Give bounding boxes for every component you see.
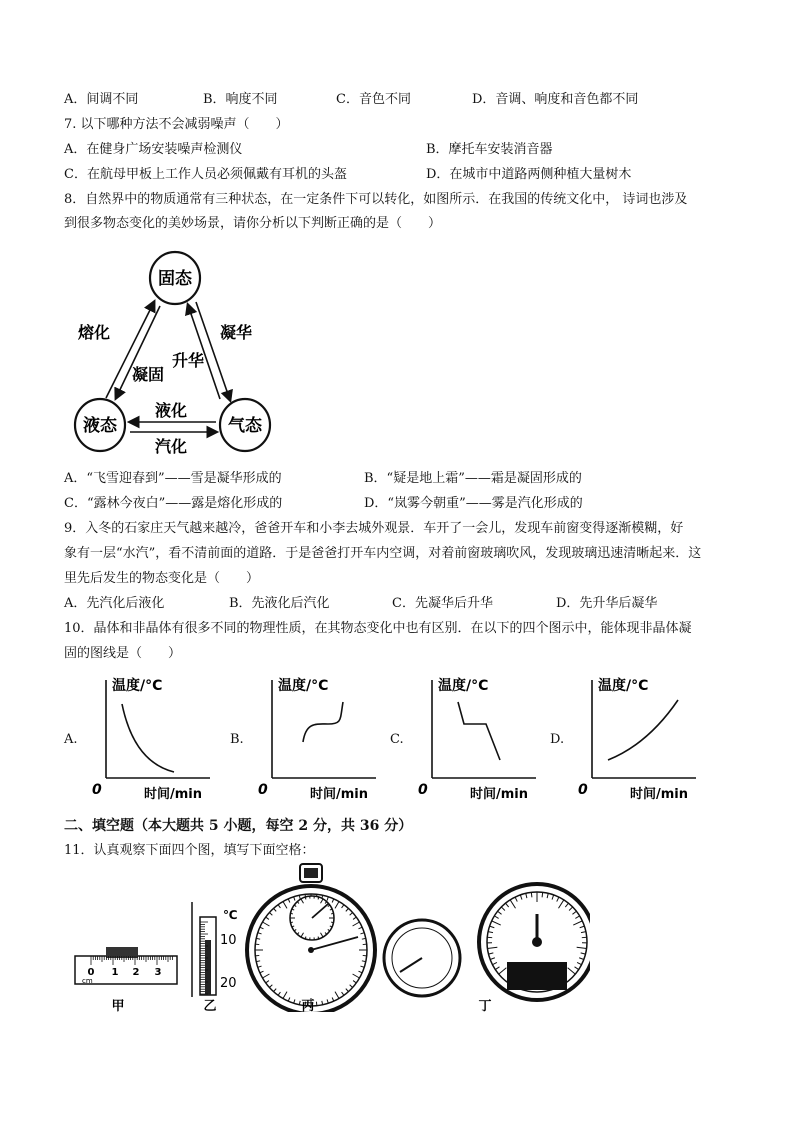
graph-origin: 0 (92, 782, 102, 798)
q8-stem-line1: 8．自然界中的物质通常有三种状态，在一定条件下可以转化，如图所示．在我国的传统文化中， 诗词也涉及 (64, 192, 688, 207)
q9-line3: 里先后发生的物态变化是（ ） (64, 571, 260, 586)
thermometer (192, 902, 238, 997)
caption-ding: 丁 (478, 999, 492, 1012)
q9-line1: 9．入冬的石家庄天气越来越冷，爸爸开车和小李去城外观景．车开了一会儿，发现车前窗变得逐渐模糊，好 (64, 521, 684, 536)
vaporization-label: 汽化 (155, 437, 188, 456)
ruler (75, 947, 177, 985)
ruler-tick-0: 0 (87, 967, 95, 978)
ruler-tick-1: 1 (111, 967, 119, 978)
q8-option-a: A．“飞雪迎春到”——雪是凝华形成的 (64, 471, 282, 486)
q10-line2: 固的图线是（ ） (64, 646, 182, 661)
ruler-tick-3: 3 (154, 967, 162, 978)
q8-option-d: D．“岚雾今朝重”——雾是汽化形成的 (364, 496, 583, 511)
ruler-unit: cm (82, 977, 93, 985)
section-heading: 二、填空题（本大题共 5 小题，每空 2 分，共 36 分） (64, 818, 413, 834)
stopwatch (247, 864, 375, 1012)
q10-line1: 10．晶体和非晶体有很多不同的物理性质，在其物态变化中也有区别．在以下的四个图示中，能体现非晶体凝 (64, 621, 692, 636)
caption-bing: 丙 (301, 999, 315, 1012)
graph-xlabel: 时间/min (310, 787, 369, 802)
thermo-tick-20: 20 (220, 976, 237, 991)
graph-origin: 0 (578, 782, 588, 798)
q9-option-a: A．先汽化后液化 (64, 596, 165, 611)
dashboard (384, 884, 590, 1000)
sublimation-label: 升华 (172, 351, 205, 370)
q6-option-d: D．音调、响度和音色都不同 (472, 92, 639, 107)
graph-origin: 0 (418, 782, 428, 798)
q8-option-b: B．“疑是地上霜”——霜是凝固形成的 (364, 471, 582, 486)
q7-option-c: C．在航母甲板上工作人员必须佩戴有耳机的头盔 (64, 167, 347, 182)
q7-stem: 7. 以下哪种方法不会减弱噪声（ ） (64, 117, 289, 132)
graph-letter: D. (550, 732, 565, 747)
q8-option-c: C．“露林今夜白”——露是熔化形成的 (64, 496, 283, 511)
solidifying-label: 凝固 (132, 365, 165, 384)
q6-option-a: A．间调不同 (64, 92, 139, 107)
caption-yi: 乙 (203, 999, 217, 1012)
graph-xlabel: 时间/min (630, 787, 689, 802)
graph-xlabel: 时间/min (470, 787, 529, 802)
phase-change-diagram (60, 240, 290, 470)
q9-option-b: B．先液化后汽化 (229, 596, 330, 611)
q6-option-c: C．音色不同 (336, 92, 411, 107)
desublimation-label: 凝华 (220, 323, 253, 342)
q11-stem: 11．认真观察下面四个图，填写下面空格： (64, 843, 315, 858)
q9-option-c: C．先凝华后升华 (392, 596, 493, 611)
ruler-tick-2: 2 (132, 967, 140, 978)
solidifying-arrow (116, 306, 160, 398)
mercury-column (205, 940, 211, 995)
caption-jia: 甲 (111, 999, 125, 1012)
liquid-label: 液态 (83, 416, 117, 436)
graph-letter: C. (390, 732, 404, 747)
graph-letter: B. (230, 732, 244, 747)
graph-ylabel: 温度/°C (112, 678, 163, 694)
thermo-unit: ℃ (223, 908, 238, 922)
q9-option-d: D．先升华后凝华 (556, 596, 658, 611)
solid-label: 固态 (158, 269, 192, 289)
graph-ylabel: 温度/°C (278, 678, 329, 694)
graph-xlabel: 时间/min (144, 787, 203, 802)
q7-option-d: D．在城市中道路两侧种植大量树木 (426, 167, 632, 182)
instruments-figure (70, 862, 590, 1012)
melting-label: 熔化 (78, 323, 111, 342)
q7-option-a: A．在健身广场安装噪声检测仪 (64, 142, 243, 157)
q9-line2: 象有一层“水汽”，看不清前面的道路．于是爸爸打开车内空调，对着前窗玻璃吹风，发现玻璃迅速清晰起来．这 (64, 546, 702, 561)
gas-label: 气态 (228, 416, 262, 436)
graph-ylabel: 温度/°C (438, 678, 489, 694)
q7-option-b: B．摩托车安装消音器 (426, 142, 553, 157)
liquefaction-label: 液化 (155, 401, 188, 420)
graph-ylabel: 温度/°C (598, 678, 649, 694)
graph-letter: A. (64, 732, 78, 747)
graph-origin: 0 (258, 782, 268, 798)
q8-stem-line2: 到很多物态变化的美妙场景，请你分析以下判断正确的是（ ） (64, 216, 442, 231)
thermo-tick-10: 10 (220, 933, 237, 948)
q6-option-b: B．响度不同 (203, 92, 278, 107)
